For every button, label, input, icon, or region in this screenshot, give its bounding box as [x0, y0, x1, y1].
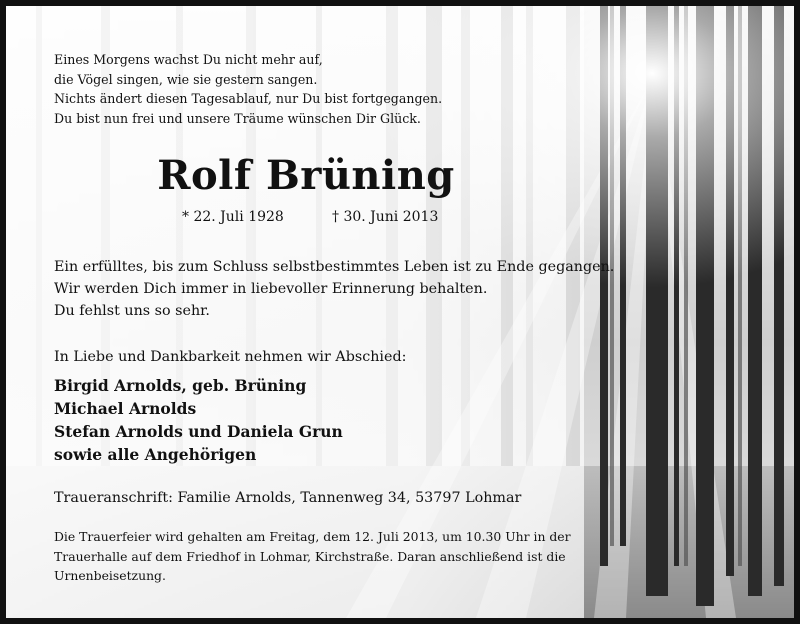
- service-line: Die Trauerfeier wird gehalten am Freitag, dem 12. Juli 2013, um 10.30 Uhr in der: [54, 529, 571, 544]
- mourner-name: Michael Arnolds: [54, 399, 197, 418]
- memorial-text: [54, 256, 614, 322]
- poem-line: die Vögel singen, wie sie gestern sangen.: [54, 71, 318, 87]
- memorial-line: Ein erfülltes, bis zum Schluss selbstbestimmtes Leben ist zu Ende gegangen.: [54, 259, 615, 275]
- memorial-line: Du fehlst uns so sehr.: [54, 303, 210, 319]
- service-line: Urnenbeisetzung.: [54, 568, 166, 583]
- service-line: Trauerhalle auf dem Friedhof in Lohmar, Kirchstraße. Daran anschließend ist die: [54, 548, 566, 564]
- deceased-name: Rolf Brüning: [157, 152, 455, 199]
- mourner-name: Stefan Arnolds und Daniela Grun: [54, 422, 343, 441]
- mourning-address: Traueranschrift: Familie Arnolds, Tannenweg 34, 53797 Lohmar: [54, 490, 522, 506]
- memorial-line: Wir werden Dich immer in liebevoller Erinnerung behalten.: [54, 281, 488, 297]
- poem-line: Nichts ändert diesen Tagesablauf, nur Du bist fortgegangen.: [54, 91, 443, 106]
- death-date: † 30. Juni 2013: [332, 209, 439, 225]
- poem-line: Du bist nun frei und unsere Träume wünschen Dir Glück.: [54, 110, 421, 126]
- poem: [54, 50, 442, 128]
- mourner-name: Birgid Arnolds, geb. Brüning: [54, 376, 307, 395]
- mourners-list: [54, 374, 343, 466]
- poem-line: Eines Morgens wachst Du nicht mehr auf,: [54, 52, 323, 67]
- birth-date: * 22. Juli 1928: [182, 209, 284, 225]
- mourner-name: sowie alle Angehörigen: [54, 445, 257, 464]
- funeral-service-info: [54, 527, 571, 586]
- farewell-line: In Liebe und Dankbarkeit nehmen wir Abschied:: [54, 349, 407, 365]
